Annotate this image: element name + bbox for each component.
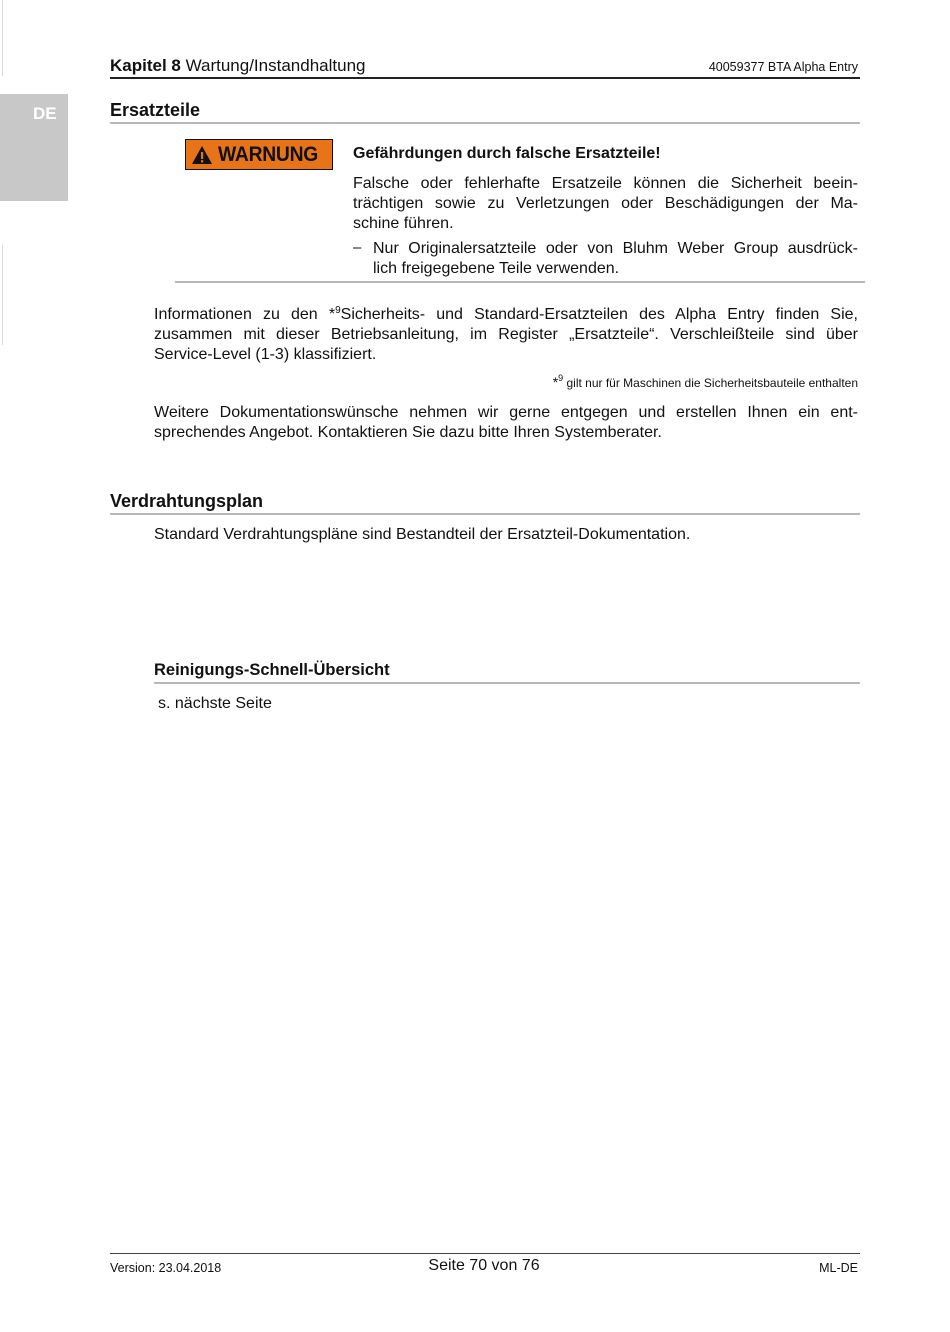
footnote-star: * [552, 374, 559, 390]
warning-title: Gefährdungen durch falsche Ersatzteile! [353, 145, 661, 162]
header-rule [110, 77, 860, 79]
warning-bottom-rule [175, 281, 865, 283]
chapter-title [110, 56, 365, 76]
warning-body [353, 174, 858, 234]
verdrahtungsplan-text: Standard Verdrahtungspläne sind Bestandteil der Ersatzteil-Dokumentation. [154, 526, 691, 543]
footnote-text: gilt nur für Maschinen die Sicherheitsbauteile enthalten [563, 376, 858, 390]
further-paragraph [154, 403, 858, 443]
info-line: zusammen mit dieser Betriebsanleitung, im Register „Ersatzteile“. Verschleißteile sind über [154, 326, 858, 343]
heading-verdrahtungsplan-rule [110, 513, 860, 515]
info-paragraph [154, 305, 858, 365]
warning-bullet-line: Nur Originalersatzteile oder von Bluhm Weber Group ausdrück- [373, 240, 858, 257]
heading-reinigung: Reinigungs-Schnell-Übersicht [154, 661, 390, 679]
info-line: Service-Level (1-3) klassifiziert. [154, 346, 377, 363]
warning-badge [185, 139, 333, 170]
footer-version: Version: 23.04.2018 [110, 1261, 222, 1275]
info-pre: Informationen zu den * [154, 306, 336, 323]
info-line [154, 305, 858, 325]
info-post: Sicherheits- und Standard-Ersatzteilen des Alpha Entry finden Sie, [340, 306, 858, 323]
further-line: Weitere Dokumentationswünsche nehmen wir gerne entgegen und erstellen Ihnen ein ent- [154, 404, 858, 421]
warning-body-line: Falsche oder fehlerhafte Ersatzeile können die Sicherheit beein- [353, 175, 858, 192]
footnote [553, 374, 858, 390]
warning-bullet-line: lich freigegebene Teile verwenden. [373, 260, 620, 277]
language-tab-label: DE [33, 104, 57, 123]
heading-reinigung-rule [154, 682, 860, 684]
heading-verdrahtungsplan: Verdrahtungsplan [110, 491, 264, 511]
document-id: 40059377 BTA Alpha Entry [708, 60, 858, 74]
footer-rule [110, 1253, 860, 1254]
warning-badge-label: WARNUNG [218, 142, 319, 166]
warning-bullet [373, 239, 858, 279]
reinigung-text: s. nächste Seite [158, 695, 272, 712]
heading-ersatzteile: Ersatzteile [110, 100, 201, 120]
heading-ersatzteile-rule [110, 122, 860, 124]
footnote-sup: 9 [558, 373, 564, 383]
warning-body-line: trächtigen sowie zu Verletzungen oder Beschädigungen der Ma- [353, 195, 858, 212]
warning-triangle-icon [191, 145, 213, 165]
warning-bullet-dash: – [353, 239, 362, 256]
chapter-name: Wartung/Instandhaltung [185, 56, 366, 75]
chapter-label: Kapitel 8 [110, 56, 181, 75]
margin-line-bottom [2, 245, 3, 345]
margin-line-top [2, 0, 3, 76]
footer-lang-code: ML-DE [819, 1261, 858, 1275]
warning-body-line: schine führen. [353, 215, 454, 232]
further-line: sprechendes Angebot. Kontaktieren Sie dazu bitte Ihren Systemberater. [154, 424, 662, 441]
info-sup: 9 [335, 305, 341, 316]
footer-page-number: Seite 70 von 76 [428, 1257, 540, 1274]
